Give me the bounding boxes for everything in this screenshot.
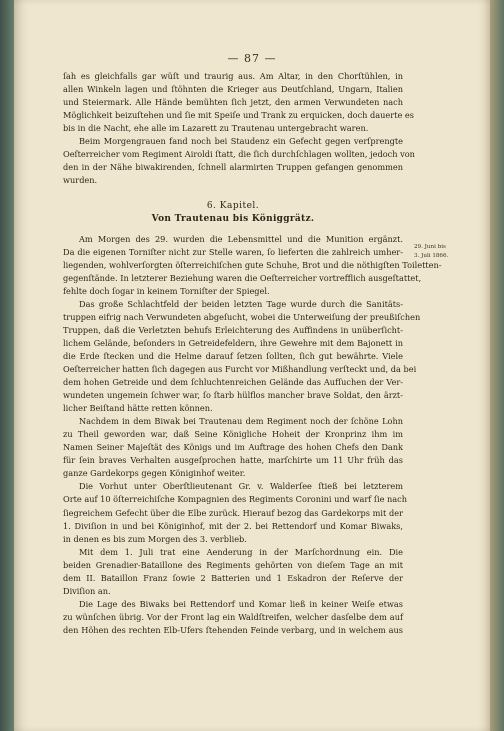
paragraph [63, 480, 408, 545]
text-line: zu Theil geworden war, daß Seine Königliche Hoheit der Kronprinz ihm im [63, 429, 403, 440]
chapter-number: 6. Kapitel. [206, 201, 260, 212]
page-edge [490, 0, 504, 731]
text-line: Nachdem in dem Biwak bei Trautenau dem Regiment noch der ſchöne Lohn [79, 416, 403, 427]
text-line: die Erde ſtecken und die Helme darauf ſetzen ſollten, ſich gut bewährte. Viele [63, 350, 403, 361]
chapter-heading: Von Trautenau bis Königgrätz. [151, 214, 315, 225]
text-line: beiden Grenadier-Bataillone des Regiments gehörten von dieſem Tage an mit [63, 559, 403, 570]
text-line: Die Vorhut unter Oberſtlieutenant Gr. v. Walderſee ſtieß bei letzterem [79, 481, 403, 492]
text-line: liegenden, wohlverſorgten öſterreichiſchen gute Schuhe, Brot und die nöthigſten Toiletten- [63, 259, 442, 270]
text-line: lichem Gelände, beſonders in Getreidefeldern, ihre Gewehre mit dem Bajonett in [63, 337, 403, 348]
text-line: ganze Gardekorps gegen Königinhof weiter. [63, 468, 246, 479]
paragraph [63, 135, 415, 187]
paragraph [63, 415, 403, 480]
text-line: Beim Morgengrauen fand noch bei Staudenz ein Gefecht gegen verſprengte [79, 136, 403, 147]
text-line: dem II. Bataillon Franz ſowie 2 Batterien und 1 Eskadron der Reſerve der [63, 572, 403, 583]
text-line: in denen es bis zum Morgen des 3. verblieb. [63, 533, 247, 544]
text-line: und Steiermark. Alle Hände bemühten ſich jetzt, den armen Verwundeten nach [63, 97, 403, 108]
text-line: truppen eifrig nach Verwundeten abgeſucht, wobei die Unterweiſung der preußiſchen [63, 311, 421, 322]
text-line: Namen Seiner Majeſtät des Königs und im Auftrage des hohen Chefs den Dank [63, 442, 403, 453]
text-line: den Höhen des rechten Elb-Ufers ſtehenden Feinde verbarg, und in welchem aus [63, 624, 403, 635]
paragraph [63, 70, 414, 135]
text-line: Am Morgen des 29. wurden die Lebensmittel und die Munition ergänzt. [79, 233, 403, 244]
text-line: gegenſtände. In letzterer Beziehung waren die Oeſterreicher vortrefflich ausgeſtattet, [63, 272, 422, 283]
text-line: Mit dem 1. Juli trat eine Aenderung in der Marſchordnung ein. Die [79, 546, 403, 557]
text-line: Truppen, daß die Verletzten behufs Erleichterung des Auffindens in unüberſicht- [63, 324, 403, 335]
margin-note-line: 3. Juli 1866. [414, 252, 449, 259]
text-line: für ſein braves Verhalten ausgeſprochen hatte, marſchirte um 11 Uhr früh das [63, 455, 403, 466]
text-line: ſiegreichem Gefecht über die Elbe zurück. Hierauf bezog das Gardekorps mit der [63, 507, 403, 518]
text-line: Da die eigenen Torniſter nicht zur Stelle waren, ſo lieferten die zahlreich umher- [63, 246, 403, 257]
text-line: Die Lage des Biwaks bei Rettendorf und Komar ließ in keiner Weiſe etwas [79, 598, 403, 609]
text-line: Diviſion an. [63, 585, 111, 596]
paragraph [63, 546, 403, 598]
margin-note-line: 29. Juni bis [414, 244, 446, 250]
text-line: den in der Nähe biwakirenden, ſchnell alarmirten Truppen gefangen genommen [63, 162, 403, 173]
text-line: 1. Diviſion in und bei Königinhof, mit der 2. bei Rettendorf und Komar Biwaks, [63, 520, 403, 531]
text-line: Möglichkeit beizuſtehen und ſie mit Speiſe und Trank zu erquicken, doch dauerte es [63, 110, 414, 121]
text-line: dem hohen Getreide und dem ſchluchtenreichen Gelände das Aufſuchen der Ver- [63, 377, 403, 388]
text-line: licher Beiſtand hätte retten können. [63, 403, 213, 414]
text-line: bis in die Nacht, ehe alle im Lazarett zu Trautenau untergebracht waren. [63, 123, 369, 134]
text-line: wurden. [63, 175, 98, 186]
text-line: ſah es gleichfalls gar wüſt und traurig aus. Am Altar, in den Chorſtühlen, in [63, 71, 403, 81]
book-spine [0, 0, 14, 731]
margin-note [414, 243, 462, 260]
page-number: — 87 — [227, 52, 277, 65]
text-line: Orte auf 10 öſterreichiſche Kompagnien des Regiments Coronini und warf ſie nach [63, 494, 408, 505]
text-line: wundeten ungemein ſchwer war, ſo ſtarb hülflos mancher brave Soldat, den ärzt- [63, 390, 403, 401]
text-line: fehlte doch ſogar in keinem Torniſter der Spiegel. [63, 285, 270, 296]
text-line: Das große Schlachtfeld der beiden letzten Tage wurde durch die Sanitäts- [79, 298, 403, 309]
text-line: Oeſterreicher vom Regiment Airoldi ſtatt, die ſich durchſchlagen wollten, jedoch von [63, 149, 415, 160]
paragraph [63, 598, 403, 637]
text-line: allen Winkeln lagen und ſtöhnten die Krieger aus Deutſchland, Ungarn, Italien [63, 84, 403, 95]
text-line: Oeſterreicher hatten ſich dagegen aus Furcht vor Mißhandlung verſteckt und, da bei [63, 363, 417, 374]
text-line: zu wünſchen übrig. Vor der Front lag ein Waldſtreifen, welcher dasſelbe dem auf [63, 611, 403, 622]
paragraph [63, 298, 421, 415]
